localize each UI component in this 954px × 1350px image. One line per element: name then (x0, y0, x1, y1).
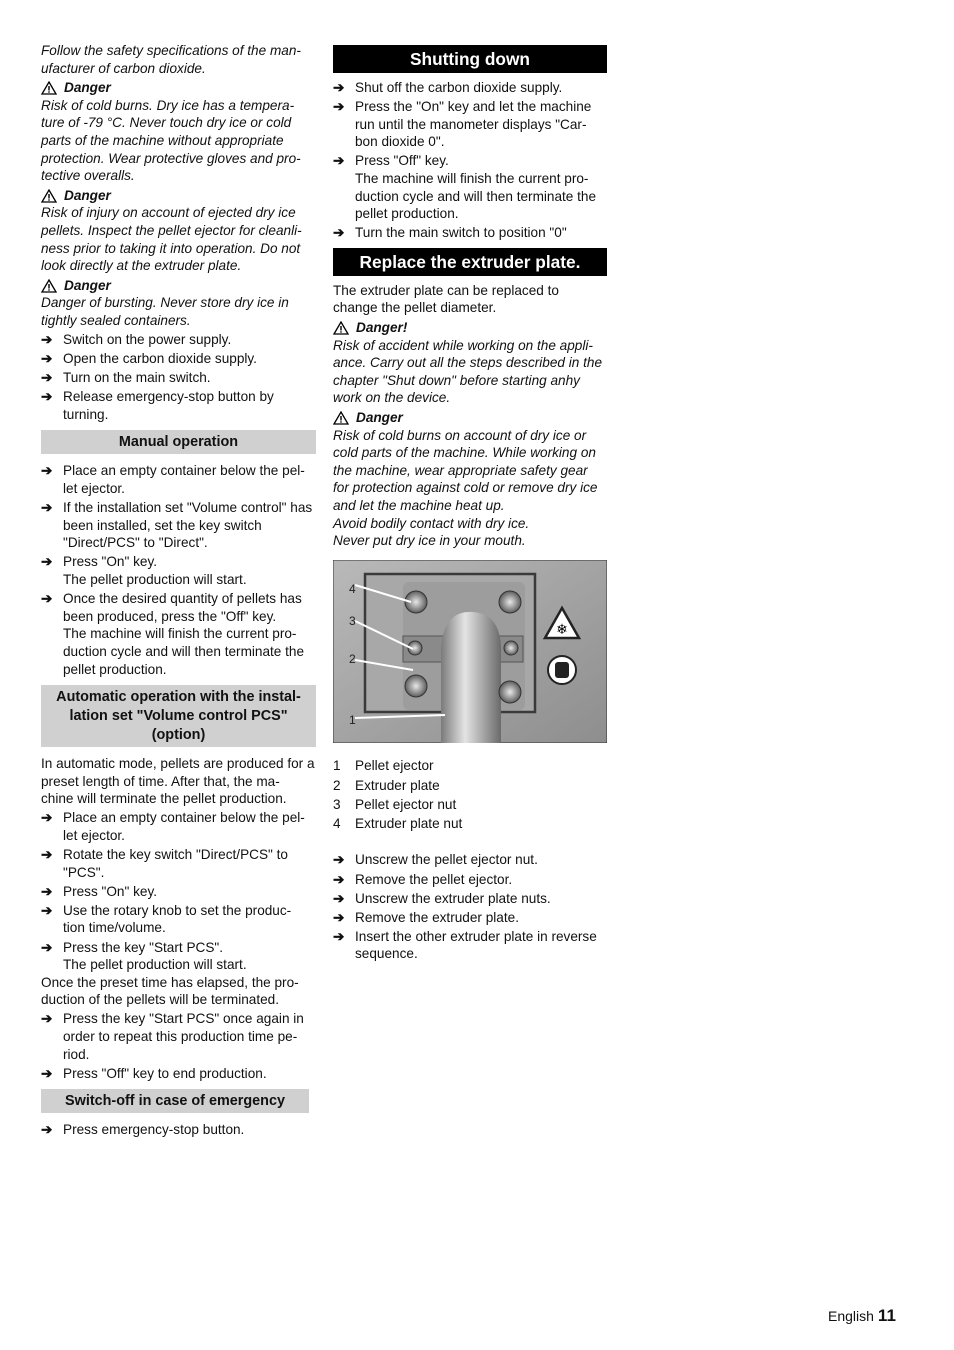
step (41, 902, 316, 937)
step-text: Switch on the power supply. (63, 332, 232, 347)
danger-text: Never put dry ice in your mouth. (333, 533, 526, 549)
step (333, 851, 607, 869)
step-text: Release emergency-stop button by turning. (63, 389, 274, 422)
replace-intro: The extruder plate can be replaced to change the pellet diameter. (333, 282, 559, 316)
warning-triangle-icon (41, 279, 57, 293)
step-text: Use the rotary knob to set the produc- tion time/volume. (63, 902, 292, 936)
emergency-heading: Switch-off in case of emergency (41, 1089, 309, 1113)
step-text: Unscrew the extruder plate nuts. (355, 890, 551, 906)
step-result: The machine will finish the current pro- duction cycle and will then terminate the pellet production. (355, 170, 597, 222)
danger-label: Danger (64, 277, 111, 293)
arrow-icon: ➔ (333, 225, 345, 241)
step-text: If the installation set "Volume control" has been installed, set the key switch "Direct/PCS" to "Direct". (63, 500, 313, 551)
step (41, 1010, 316, 1063)
callout-4: 4 (349, 581, 356, 596)
danger-label: Danger (356, 410, 403, 425)
left-column (41, 42, 316, 1139)
replace-heading: Replace the extruder plate. (333, 248, 607, 276)
step (41, 590, 316, 625)
danger-heading (41, 79, 316, 97)
step-text: Press "On" key. (63, 554, 158, 570)
warning-triangle-icon (333, 411, 349, 425)
step-text: Place an empty container below the pel- let ejector. (63, 810, 305, 843)
step (41, 462, 316, 497)
legend-number: 3 (333, 796, 341, 812)
arrow-icon: ➔ (333, 928, 345, 944)
legend-label: Pellet ejector (355, 758, 434, 774)
step (41, 883, 316, 901)
arrow-icon: ➔ (333, 909, 345, 925)
danger-text: Avoid bodily contact with dry ice. (333, 515, 530, 531)
arrow-icon: ➔ (41, 1065, 53, 1081)
step (333, 224, 607, 242)
step (333, 890, 607, 908)
step-text: Rotate the key switch "Direct/PCS" to "PCS". (63, 847, 288, 880)
step (41, 939, 316, 957)
arrow-icon: ➔ (41, 902, 53, 918)
step-text: Press "On" key. (63, 883, 158, 899)
page-number: 11 (877, 1306, 896, 1325)
arrow-icon: ➔ (333, 852, 345, 868)
danger-heading (333, 409, 607, 427)
step (41, 1121, 316, 1139)
step-text: Shut off the carbon dioxide supply. (355, 80, 563, 95)
step-text: Press "Off" key. (355, 153, 449, 169)
legend-number: 4 (333, 816, 341, 832)
callout-2: 2 (349, 651, 356, 666)
danger-label: Danger! (356, 320, 408, 336)
arrow-icon: ➔ (333, 890, 345, 906)
auto-note: Once the preset time has elapsed, the pro- duction of the pellets will be terminated. (41, 974, 299, 1008)
danger-text: Risk of cold burns. Dry ice has a tempera- ture of -79 °C. Never touch dry ice or cold parts of the machine without appropriate protection. Wear protective gloves and pro- tective overalls. (41, 97, 301, 184)
step-text: Place an empty container below the pel- let ejector. (63, 463, 305, 497)
step-text: Turn the main switch to position "0" (355, 225, 567, 241)
extruder-plate-photo (333, 560, 607, 743)
arrow-icon: ➔ (333, 80, 345, 95)
legend-item (333, 777, 607, 795)
danger-heading (41, 277, 316, 295)
step (333, 871, 607, 889)
legend-item (333, 796, 607, 814)
step-text: Turn on the main switch. (63, 370, 211, 386)
legend-item (333, 757, 607, 775)
step-result: The pellet production will start. (63, 957, 247, 973)
danger-text: Risk of injury on account of ejected dry ice pellets. Inspect the pellet ejector for cleanli- ness prior to taking it into operation. Do not look directly at the extruder plate. (41, 205, 302, 274)
arrow-icon: ➔ (41, 883, 53, 899)
footer-language: English (828, 1308, 874, 1324)
warning-triangle-icon (41, 189, 57, 203)
step-text: Remove the extruder plate. (355, 909, 519, 925)
step (41, 553, 316, 571)
legend-label: Pellet ejector nut (355, 796, 457, 812)
step-text: Press the key "Start PCS". (63, 939, 223, 955)
step-text: Press emergency-stop button. (63, 1122, 245, 1138)
step (333, 98, 607, 151)
step (41, 846, 316, 881)
arrow-icon: ➔ (41, 591, 53, 607)
danger-heading (333, 319, 607, 337)
step (41, 388, 316, 423)
legend-item (333, 815, 607, 833)
arrow-icon: ➔ (41, 810, 53, 826)
step (333, 152, 607, 170)
gloves-sign (548, 656, 576, 684)
arrow-icon: ➔ (41, 554, 53, 570)
step (41, 1065, 316, 1083)
step-result: The pellet production will start. (63, 572, 247, 588)
arrow-icon: ➔ (41, 370, 53, 386)
step-text: Once the desired quantity of pellets has been produced, press the "Off" key. (63, 591, 302, 624)
svg-text:❄: ❄ (556, 621, 568, 638)
legend-number: 2 (333, 777, 341, 793)
step (333, 909, 607, 927)
step-text: Unscrew the pellet ejector nut. (355, 852, 538, 868)
step (41, 369, 316, 387)
arrow-icon: ➔ (333, 153, 345, 169)
step (333, 928, 607, 963)
step-text: Insert the other extruder plate in reverse sequence. (355, 928, 597, 962)
step (41, 350, 316, 368)
step (41, 499, 316, 552)
step-text: Open the carbon dioxide supply. (63, 351, 257, 367)
page-footer (828, 1307, 896, 1326)
step-text: Press "Off" key to end production. (63, 1065, 267, 1081)
danger-label: Danger (64, 80, 111, 96)
danger-label: Danger (64, 187, 111, 203)
arrow-icon: ➔ (41, 351, 53, 367)
arrow-icon: ➔ (333, 99, 345, 115)
auto-intro: In automatic mode, pellets are produced for a preset length of time. After that, the ma- chine will terminate the pellet production. (41, 756, 315, 807)
danger-text: Danger of bursting. Never store dry ice in tightly sealed containers. (41, 295, 289, 328)
warning-triangle-icon (41, 81, 57, 95)
danger-text: Risk of cold burns on account of dry ice or cold parts of the machine. While working on the machine, wear appropriate safety gear for protection against cold or remove dry ice and let the machine heat up. (333, 427, 598, 513)
step (41, 331, 316, 349)
arrow-icon: ➔ (333, 871, 345, 887)
manual-operation-heading: Manual operation (41, 430, 316, 454)
arrow-icon: ➔ (41, 500, 53, 516)
step (333, 79, 607, 97)
arrow-icon: ➔ (41, 847, 53, 863)
danger-text: Risk of accident while working on the appli- ance. Carry out all the steps described in the chapter "Shut down" before starting anhy work on the device. (333, 337, 603, 406)
arrow-icon: ➔ (41, 463, 53, 479)
shutting-down-heading: Shutting down (333, 45, 607, 73)
automatic-operation-heading: Automatic operation with the instal- lation set "Volume control PCS" (option) (41, 685, 316, 747)
step-text: Press the key "Start PCS" once again in order to repeat this production time pe- riod. (63, 1011, 304, 1062)
step-text: Press the "On" key and let the machine run until the manometer displays "Car- bon dioxide 0". (355, 99, 592, 150)
legend-label: Extruder plate (355, 777, 440, 793)
intro-text: Follow the safety specifications of the man- ufacturer of carbon dioxide. (41, 43, 301, 76)
arrow-icon: ➔ (41, 332, 53, 347)
callout-1: 1 (349, 712, 356, 727)
step-result: The machine will finish the current pro- duction cycle and will then terminate the pellet production. (63, 626, 305, 677)
right-column (333, 45, 607, 963)
arrow-icon: ➔ (41, 1122, 53, 1138)
arrow-icon: ➔ (41, 939, 53, 955)
arrow-icon: ➔ (41, 389, 53, 405)
warning-triangle-icon (333, 321, 349, 335)
callout-3: 3 (349, 613, 356, 628)
danger-heading (41, 187, 316, 205)
legend-label: Extruder plate nut (355, 816, 463, 832)
step-text: Remove the pellet ejector. (355, 871, 513, 887)
legend-number: 1 (333, 758, 341, 774)
arrow-icon: ➔ (41, 1011, 53, 1027)
step (41, 809, 316, 844)
